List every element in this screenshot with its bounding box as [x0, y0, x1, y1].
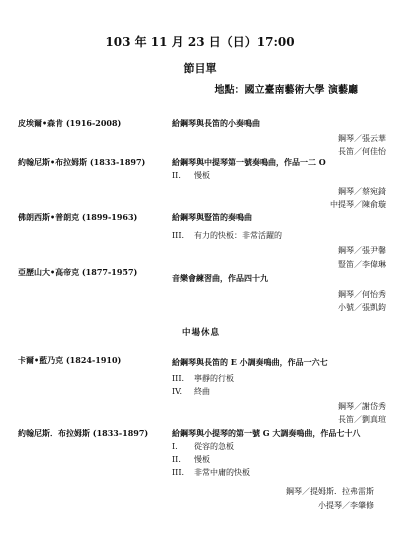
work-title: 給鋼琴與長笛的 E 小調奏鳴曲，作品一六七 [172, 357, 328, 367]
movement [172, 386, 210, 397]
movement-name: 有力的快板：非常活躍的 [194, 231, 282, 240]
movement-name: 非常中庸的快板 [194, 468, 250, 477]
performer: 鋼琴／張尹馨 [338, 246, 386, 255]
performer: 小提琴／李肇修 [318, 501, 374, 510]
movement [172, 170, 210, 181]
movement-number: I. [172, 442, 178, 451]
performer: 鋼琴／謝岱秀 [338, 402, 386, 411]
movement [172, 441, 234, 452]
movement-name: 從容的急板 [194, 442, 234, 451]
composer: 佛朗西斯•普朗克 (1899-1963) [18, 212, 138, 222]
composer: 約翰尼斯．布拉姆斯 (1833-1897) [18, 428, 149, 438]
work-title: 給鋼琴與豎笛的奏鳴曲 [172, 212, 252, 222]
movement [172, 467, 250, 478]
movement-number: III. [172, 468, 185, 477]
performer: 鋼琴／蔡宛錡 [338, 187, 386, 196]
movement-name: 寧靜的行板 [194, 374, 234, 383]
movement-name: 慢板 [194, 455, 210, 464]
composer: 皮埃爾•森肯 (1916-2008) [18, 118, 122, 128]
intermission-label: 中場休息 [182, 328, 221, 338]
concert-date: 103 年 11 月 23 日（日）17:00 [105, 35, 295, 49]
performer: 長笛／何佳怡 [338, 147, 386, 156]
work-title: 給鋼琴與長笛的小奏鳴曲 [172, 118, 260, 128]
performer: 鋼琴／何怡秀 [338, 290, 386, 299]
work-title: 給鋼琴與小提琴的第一號 G 大調奏鳴曲，作品七十八 [172, 428, 361, 438]
work-title: 給鋼琴與中提琴第一號奏鳴曲，作品一二 O [172, 157, 326, 167]
movement-name: 慢板 [194, 171, 210, 180]
movement [172, 454, 210, 465]
composer: 亞歷山大•高帝克 (1877-1957) [18, 267, 138, 277]
movement [172, 373, 234, 384]
program-title: 節目單 [183, 62, 217, 75]
composer: 卡爾•藍乃克 (1824-1910) [18, 355, 122, 365]
movement-number: II. [172, 171, 181, 180]
movement [172, 230, 282, 241]
performer: 小號／張凱鈞 [338, 303, 386, 312]
composer: 約翰尼斯•布拉姆斯 (1833-1897) [18, 157, 146, 167]
movement-number: III. [172, 374, 185, 383]
work-title: 音樂會練習曲，作品四十九 [172, 273, 268, 283]
movement-number: II. [172, 455, 181, 464]
movement-number: IV. [172, 387, 183, 396]
performer: 鋼琴／提姆斯．拉弗雷斯 [286, 487, 374, 496]
movement-name: 終曲 [194, 387, 210, 396]
performer: 豎笛／李偉琳 [338, 260, 386, 269]
performer: 中提琴／陳俞璇 [330, 200, 386, 209]
performer: 鋼琴／張云華 [338, 134, 386, 143]
performer: 長笛／劉真瑄 [338, 415, 386, 424]
movement-number: III. [172, 231, 185, 240]
venue: 地點：國立臺南藝術大學 演藝廳 [214, 85, 358, 96]
